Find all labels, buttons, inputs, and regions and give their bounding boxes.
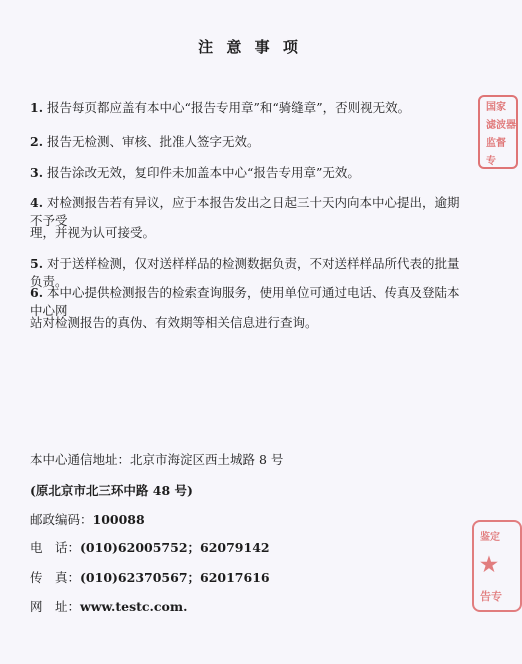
seal-text: 监督 [486,138,506,149]
contact-website [30,598,187,616]
postcode-value: 100088 [92,512,145,527]
contact-fax [30,569,270,587]
seal-text: 国家 [486,102,506,113]
notice-text: 站对检测报告的真伪、有效期等相关信息进行查询。 [30,315,318,330]
contact-address: 本中心通信地址：北京市海淀区西土城路 8 号 [30,452,284,467]
postcode-label: 邮政编码： [30,512,93,527]
notice-text: 报告无检测、审核、批准人签字无效。 [47,134,260,149]
seal-text: 鉴定 [480,532,500,543]
fax-value: (010)62370567；62017616 [80,570,270,585]
notice-number: 2. [30,134,44,149]
fax-label: 传 真： [30,570,81,585]
report-seal-bottom [472,520,522,612]
phone-value: (010)62005752；62079142 [80,540,270,555]
report-seal-top [478,95,518,169]
notice-item-2 [30,133,470,151]
seal-text: 专 [486,156,496,167]
notice-number: 3. [30,165,44,180]
star-icon: ★ [480,552,498,576]
seal-text: 滤波器 [486,120,516,131]
phone-label: 电 话： [30,540,81,555]
notice-number: 1. [30,100,44,115]
page-title: 注 意 事 项 [198,38,302,56]
web-label: 网 址： [30,599,81,614]
notice-number: 6. [30,285,44,300]
notice-item-6-continued [30,314,470,332]
notice-item-3 [30,164,470,182]
notice-item-1 [30,99,470,117]
contact-old-address: (原北京市北三环中路 48 号) [30,483,193,498]
notice-number: 4. [30,195,44,210]
notice-text: 报告每页都应盖有本中心“报告专用章”和“骑缝章”，否则视无效。 [47,100,411,115]
notice-item-4-continued [30,224,470,242]
notice-text: 本中心提供检测报告的检索查询服务，使用单位可通过电话、传真及登陆本中心网 [30,285,460,318]
notice-number: 5. [30,256,44,271]
notice-text: 对检测报告若有异议，应于本报告发出之日起三十天内向本中心提出，逾期不予受 [30,195,460,228]
notice-text: 报告涂改无效，复印件未加盖本中心“报告专用章”无效。 [47,165,360,180]
notice-text: 理，并视为认可接受。 [30,225,156,240]
seal-text: 告专 [480,590,502,603]
contact-postcode [30,511,145,529]
notice-text: 对于送样检测，仅对送样样品的检测数据负责，不对送样样品所代表的批量负责。 [30,256,460,289]
web-value: www.testc.com. [80,599,188,614]
contact-phone [30,539,270,557]
